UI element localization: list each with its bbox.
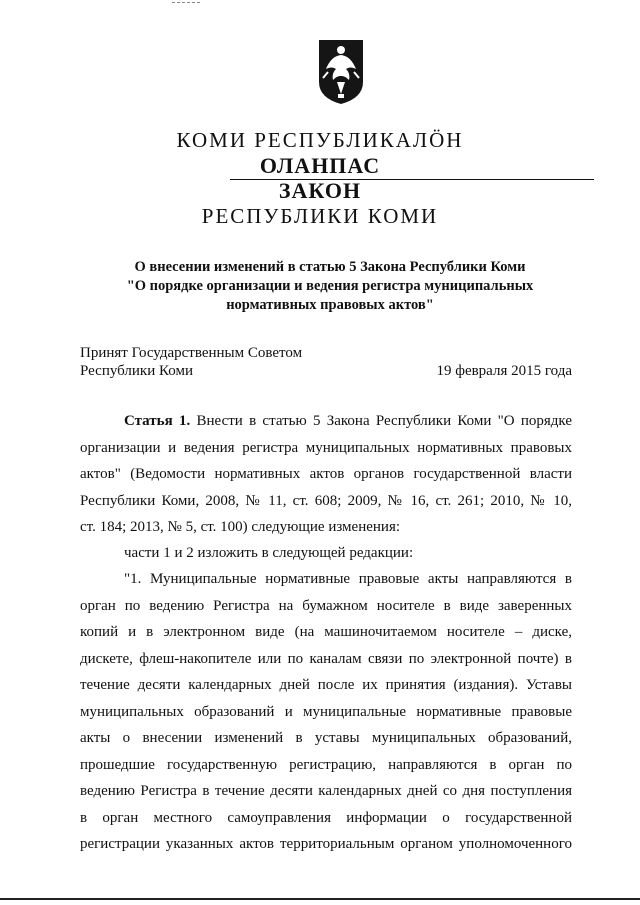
article-paragraph <box>80 408 572 541</box>
quote-line: орган по ведению Регистра на бумажном носителе в виде заверенных <box>80 597 572 614</box>
quote-line: дискете, флеш-накопителе или по каналам связи по электронной почте) в <box>80 650 572 667</box>
article-line <box>80 408 572 435</box>
law-title-line: нормативных правовых актов" <box>226 297 434 313</box>
republic-heading: РЕСПУБЛИКИ КОМИ <box>201 204 439 228</box>
article-line: ст. 184; 2013, № 5, ст. 100) следующие изменения: <box>80 519 401 535</box>
quote-line: копий и в электронном виде (на машиночитаемом носителе – диске, <box>80 624 572 640</box>
adoption-line: Принят Государственным Советом <box>80 345 303 361</box>
quote-line: в орган местного самоуправления информации о государственной <box>80 809 572 826</box>
page-bottom-edge <box>0 898 640 900</box>
article-line: организации и ведения регистра муниципальных нормативных правовых <box>80 439 572 456</box>
article-line: актов" (Ведомости нормативных актов органов государственной власти <box>80 466 572 482</box>
law-title-line: "О порядке организации и ведения регистра муниципальных <box>126 278 534 294</box>
law-heading: ЗАКОН <box>278 178 362 203</box>
article-line: Республики Коми, 2008, № 11, ст. 608; 2009, № 16, ст. 261; 2010, № 10, <box>80 492 572 509</box>
adoption-date: 19 февраля 2015 года <box>436 363 572 379</box>
komi-coat-of-arms-icon <box>317 38 365 106</box>
article-label: Статья 1. <box>124 413 191 429</box>
scan-mark <box>172 2 200 3</box>
law-title-line: О внесении изменений в статью 5 Закона Республики Коми <box>134 259 526 275</box>
quote-line: ведению Регистра в течение десяти календарных дней со дня поступления <box>80 783 572 799</box>
law-title <box>100 258 560 315</box>
quote-line: "1. Муниципальные нормативные правовые акты направляются в <box>124 571 572 587</box>
adoption-line: Республики Коми <box>80 363 193 379</box>
komi-republic-heading: КОМИ РЕСПУБЛИКАЛӦН <box>176 128 464 152</box>
quote-line: прошедшие государственную регистрацию, направляются в орган по <box>80 756 572 773</box>
quote-line: регистрации указанных актов территориальным органом уполномоченного <box>80 836 572 852</box>
parts-paragraph <box>80 540 572 567</box>
article-text: Внести в статью 5 Закона Республики Коми "О порядке <box>196 413 572 429</box>
parts-line: части 1 и 2 изложить в следующей редакции: <box>124 545 414 561</box>
quote-paragraph <box>80 566 572 858</box>
komi-law-heading: ОЛАНПАС <box>259 153 381 178</box>
adoption-note <box>80 344 302 380</box>
quote-line: течение десяти календарных дней после их принятия (издания). Уставы <box>80 677 572 693</box>
quote-line: акты о внесении изменений в уставы муниципальных образований, <box>80 730 572 746</box>
quote-line: муниципальных образований и муниципальные нормативные правовые <box>80 703 572 720</box>
